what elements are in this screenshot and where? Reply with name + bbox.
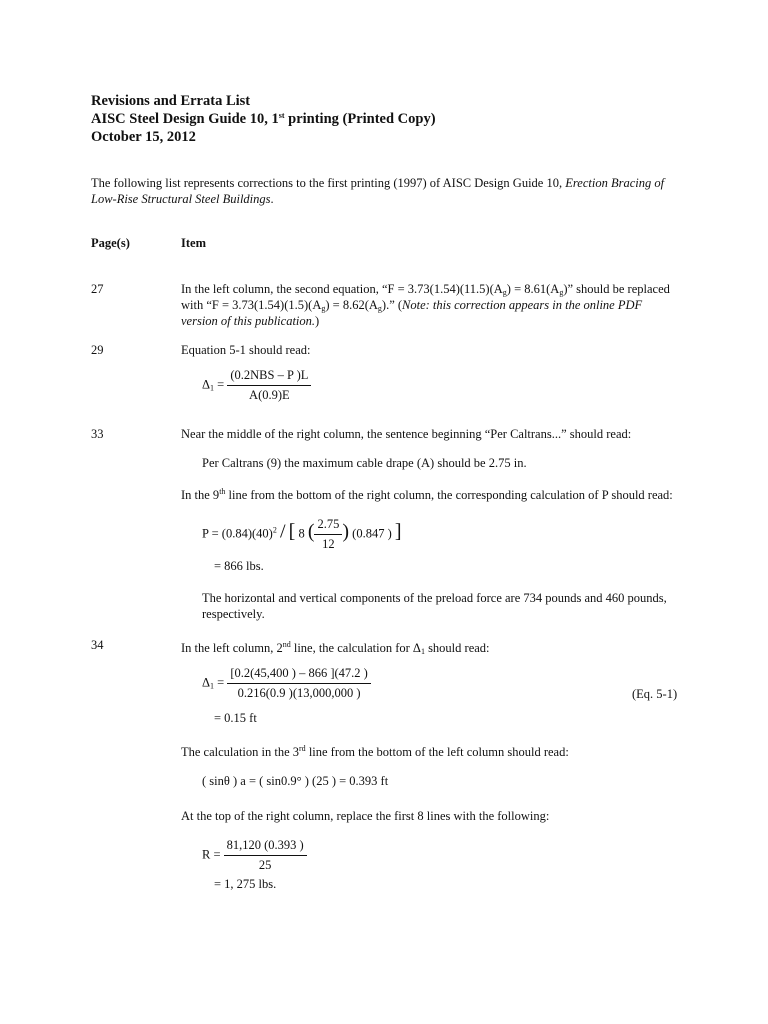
col-heading-pages: Page(s): [91, 236, 130, 250]
eq-p-slash: /: [279, 520, 286, 543]
e34-sub: 1: [420, 647, 425, 656]
equation-r: [202, 838, 307, 873]
intro-title-italic-2: Low-Rise Structural Steel Buildings: [91, 192, 271, 206]
eq-p-paren-open: (: [307, 520, 315, 543]
e27-l2-mid: ) = 8.62(A: [325, 298, 378, 312]
entry-33-page: 33: [91, 427, 104, 441]
eq-p-lhs: P = (0.84)(40): [202, 526, 273, 541]
doc-title-line2: [91, 111, 436, 128]
eq-lhs-sub: 1: [210, 383, 215, 393]
entry-33-quote: Per Caltrans (9) the maximum cable drape (A) should be 2.75 in.: [202, 456, 527, 470]
eq-sign: =: [214, 377, 228, 392]
entry-34-line3: At the top of the right column, replace the first 8 lines with the following:: [181, 809, 550, 823]
eq-p-tail: (0.847 ): [352, 526, 392, 541]
title-part-a: AISC Steel Design Guide 10, 1: [91, 111, 279, 127]
eq-d-lhs-sub: 1: [210, 681, 215, 691]
entry-34-line2: [181, 741, 569, 760]
eq-p-bracket-open: [: [288, 520, 296, 543]
e27-sub: g: [377, 304, 382, 313]
e34-l1a: In the left column, 2: [181, 641, 283, 655]
eq-d-result: = 0.15 ft: [214, 711, 257, 725]
e27-l1-end: )” should be replaced: [563, 282, 670, 296]
eq-p-bracket-close: ]: [394, 520, 402, 543]
eq-numerator: (0.2NBS – P )L: [227, 368, 311, 386]
eq-d-sign: =: [214, 675, 228, 690]
entry-33-line5: respectively.: [202, 607, 265, 621]
eq-lhs: Δ: [202, 377, 211, 392]
eq-d-fraction: [227, 666, 370, 701]
e33-l3b: line from the bottom of the right column, the corresponding calculation of P should read:: [225, 488, 673, 502]
e27-note-2: version of this publication.: [181, 314, 316, 328]
eq-p-eight: 8: [298, 526, 305, 541]
intro-title-italic: Erection Bracing of: [565, 176, 665, 190]
doc-title-line1: Revisions and Errata List: [91, 93, 251, 109]
e27-sub: g: [559, 288, 564, 297]
e34-l2b: line from the bottom of the left column should read:: [305, 745, 569, 759]
eq-label-5-1: (Eq. 5-1): [632, 687, 678, 701]
eq-r-result: = 1, 275 lbs.: [214, 877, 277, 891]
eq-p-den: 12: [322, 537, 335, 551]
eq-p-result: = 866 lbs.: [214, 559, 264, 573]
eq-r-lhs: R =: [202, 847, 224, 862]
eq-d-lhs: Δ: [202, 675, 211, 690]
eq-d-den: 0.216(0.9 )(13,000,000 ): [237, 686, 361, 700]
doc-date: October 15, 2012: [91, 129, 196, 145]
e27-l1: In the left column, the second equation, “F = 3.73(1.54)(11.5)(A: [181, 282, 503, 296]
eq-p-num: 2.75: [314, 517, 342, 535]
e27-note: Note: this correction appears in the online PDF: [402, 298, 643, 312]
e34-l1b: line, the calculation for Δ: [290, 641, 421, 655]
intro-end: .: [270, 192, 274, 206]
entry-29-page: 29: [91, 343, 104, 357]
intro-line2: [91, 191, 274, 207]
entry-27-line3: [181, 313, 319, 329]
intro-text: The following list represents corrections to the first printing (1997) of AISC Design Guide 10,: [91, 176, 566, 190]
eq-r-fraction: [224, 838, 307, 873]
equation-delta1: [202, 666, 371, 701]
intro-line1: [91, 175, 664, 191]
entry-33-line4: The horizontal and vertical components of the preload force are 734 pounds and 460 pounds,: [202, 591, 667, 605]
entry-29-text: Equation 5-1 should read:: [181, 343, 311, 357]
eq-p-sup: 2: [272, 525, 277, 535]
e27-l2: with “F = 3.73(1.54)(1.5)(A: [181, 298, 322, 312]
e34-l1c: should read:: [424, 641, 490, 655]
e27-l1-mid: ) = 8.61(A: [506, 282, 560, 296]
e34-l2a: The calculation in the 3: [181, 745, 300, 759]
e34-sup2: rd: [299, 744, 306, 753]
e34-sup: nd: [282, 640, 291, 649]
eq-p-fraction: [314, 517, 342, 552]
entry-34-line1: [181, 637, 490, 660]
e33-l3a: In the 9: [181, 488, 220, 502]
e27-sub: g: [321, 304, 326, 313]
equation-sin: ( sinθ ) a = ( sin0.9° ) (25 ) = 0.393 ft: [202, 774, 389, 788]
title-sup: st: [278, 111, 285, 120]
e33-sup: th: [219, 487, 226, 496]
equation-p: [202, 517, 402, 552]
entry-33-line3: [181, 484, 673, 503]
entry-34-page: 34: [91, 638, 104, 652]
col-heading-item: Item: [181, 236, 206, 250]
e27-sub: g: [502, 288, 507, 297]
eq-r-den: 25: [258, 858, 272, 872]
eq-r-num: 81,120 (0.393 ): [224, 838, 307, 856]
eq-d-num: [0.2(45,400 ) – 866 ](47.2 ): [227, 666, 370, 684]
e27-l3-end: ): [315, 314, 320, 328]
eq-p-paren-close: ): [342, 520, 350, 543]
title-part-b: printing (Printed Copy): [284, 111, 436, 127]
equation-5-1: [202, 368, 311, 403]
eq-fraction: [227, 368, 311, 403]
entry-27-page: 27: [91, 282, 104, 296]
entry-33-line1: Near the middle of the right column, the sentence beginning “Per Caltrans...” should read:: [181, 427, 632, 441]
eq-denominator: A(0.9)E: [249, 388, 290, 402]
e27-l2-end: ).” (: [381, 298, 403, 312]
